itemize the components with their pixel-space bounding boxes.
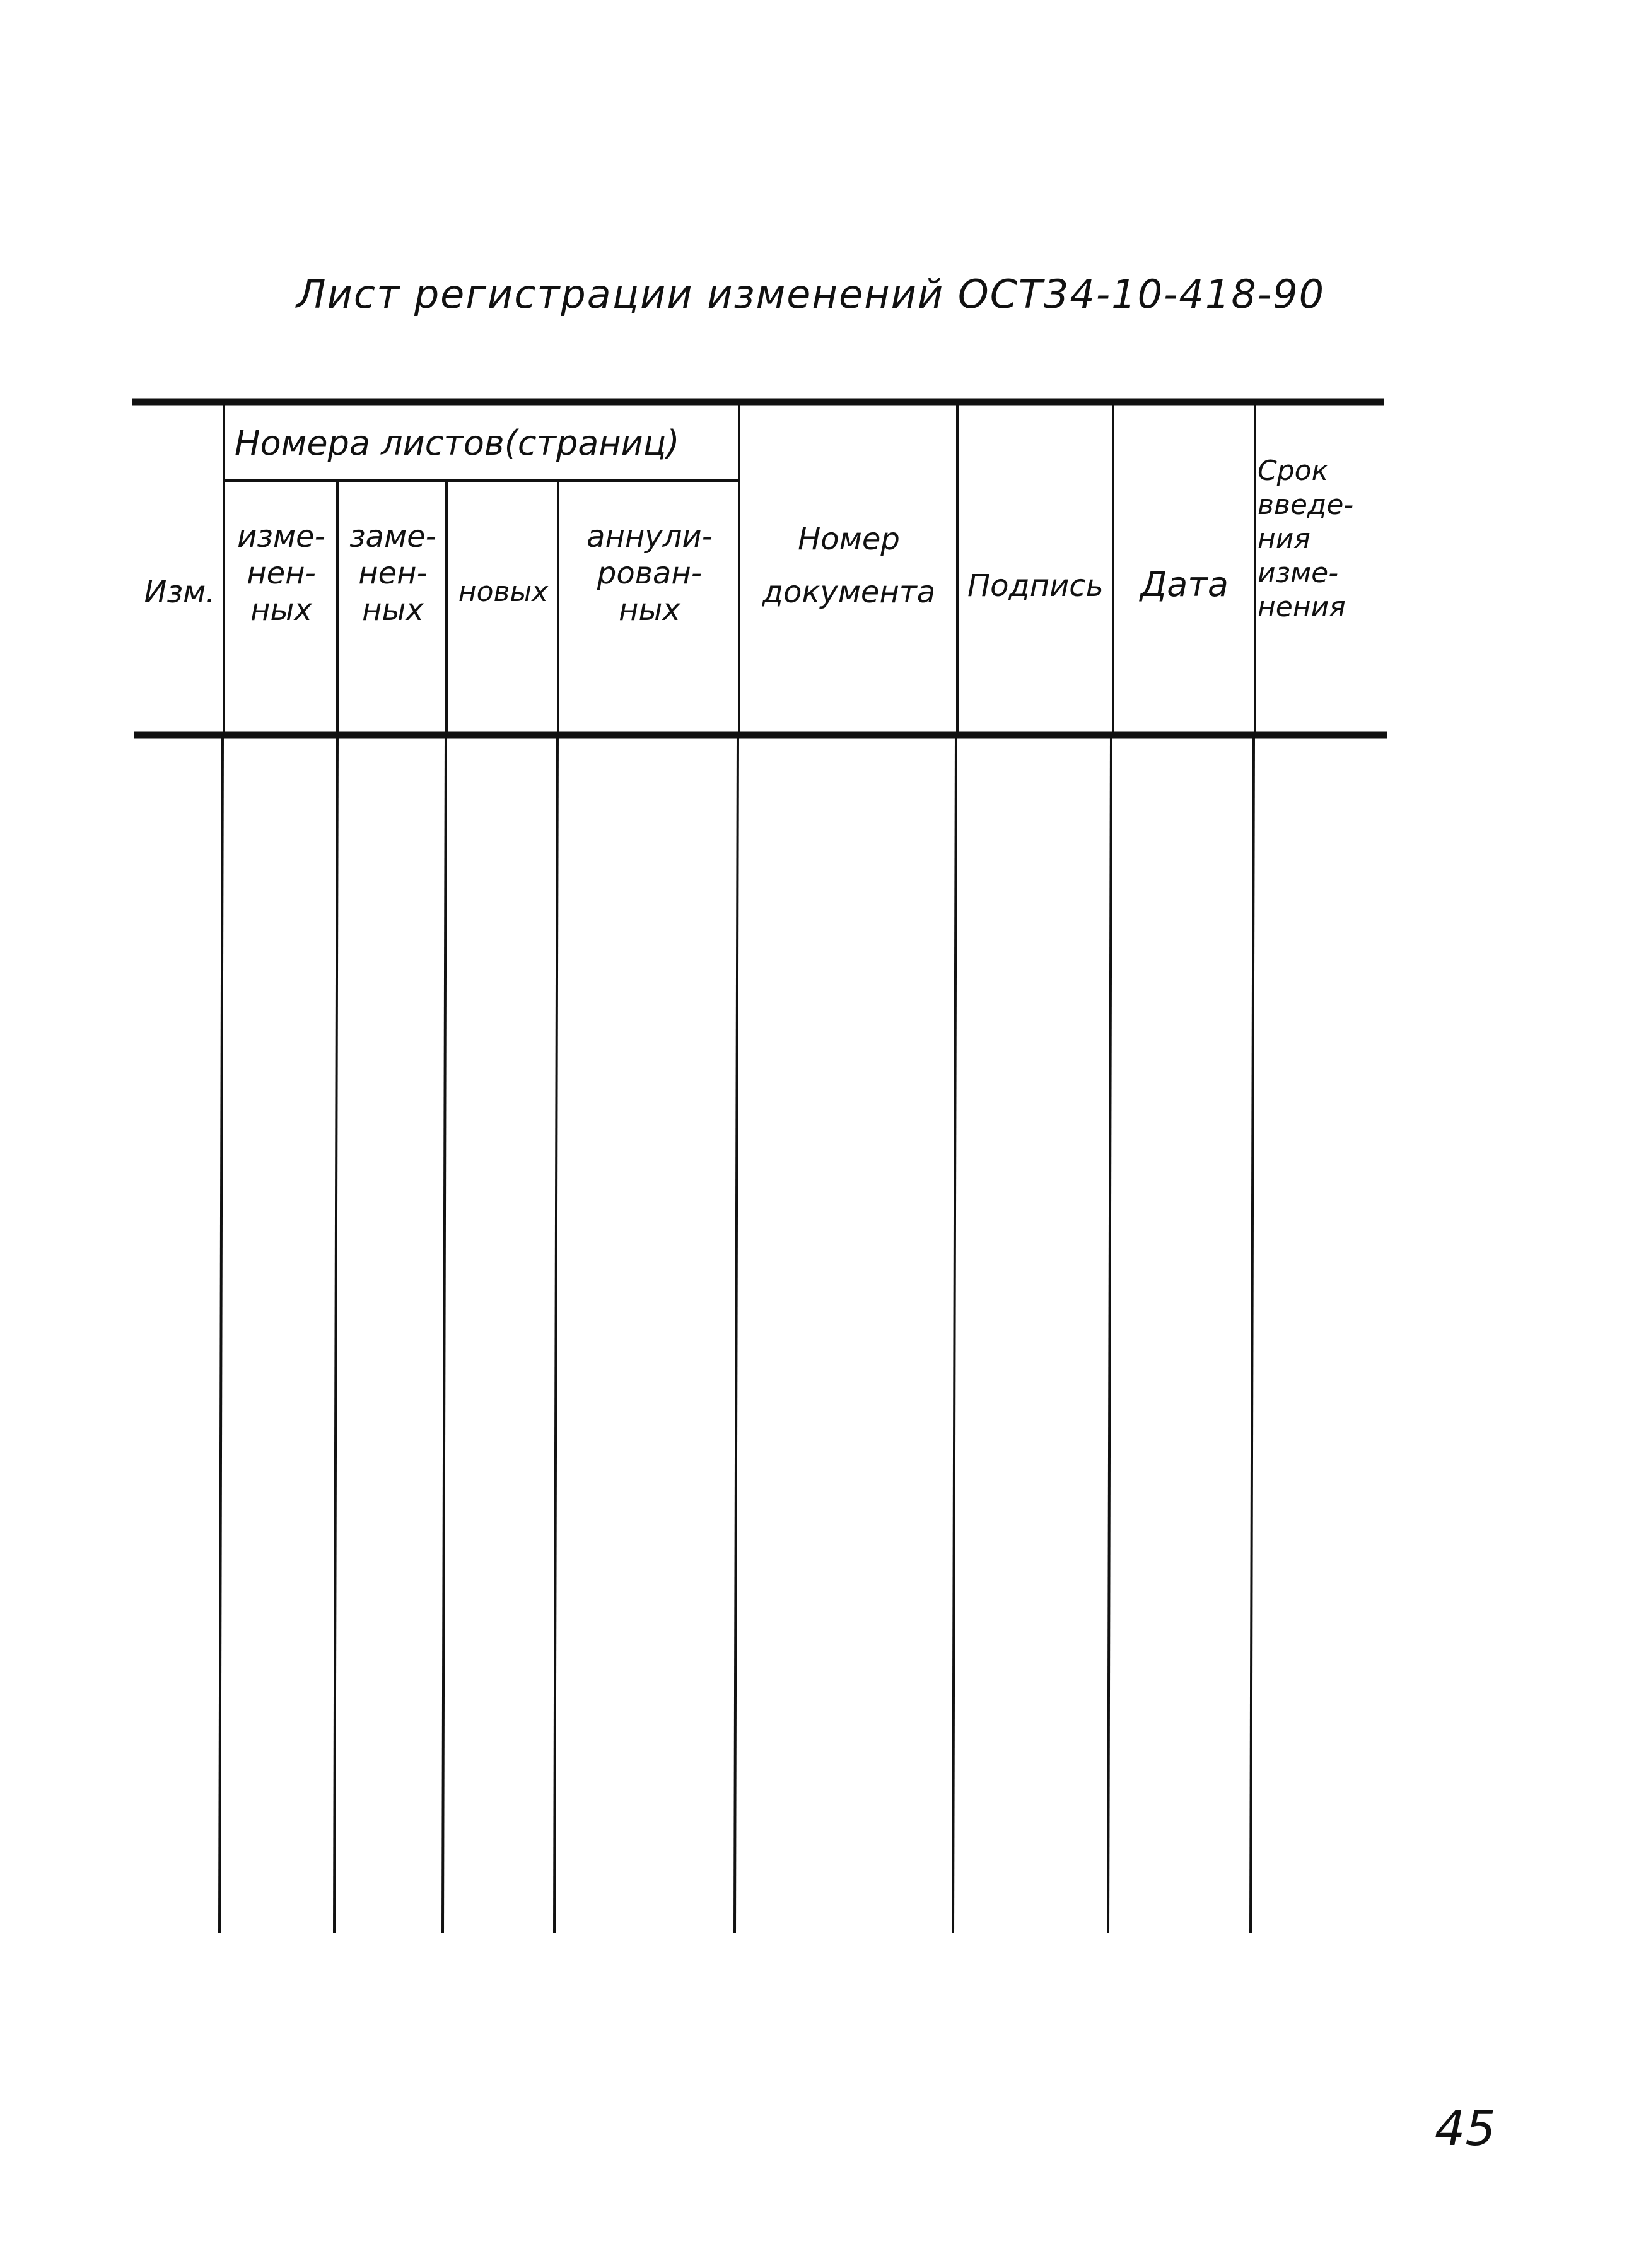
header-deadline-line3: ния <box>1258 523 1310 555</box>
header-doc-number-line2: документа <box>762 575 936 610</box>
header-new: новых <box>458 576 549 608</box>
header-changed <box>227 518 336 628</box>
header-annulled-line2: рован- <box>597 556 703 591</box>
page-number: 45 <box>1435 2100 1496 2156</box>
header-change: Изм. <box>144 575 216 610</box>
document-title: Лист регистрации изменений ОСТ34-10-418-90 <box>296 271 1326 317</box>
header-changed-line1: изме- <box>237 519 325 554</box>
vline-1-body <box>219 735 223 1933</box>
header-doc-number <box>742 521 956 611</box>
header-deadline <box>1258 454 1384 624</box>
header-group-sheet-numbers: Номера листов(страниц) <box>235 423 680 463</box>
vline-2-body <box>334 735 337 1933</box>
header-replaced-line2: нен- <box>358 556 428 591</box>
header-changed-line3: ных <box>250 592 312 628</box>
header-changed-line2: нен- <box>247 556 316 591</box>
header-replaced <box>341 518 445 628</box>
header-signature: Подпись <box>967 568 1104 604</box>
vline-7-body <box>1108 735 1111 1933</box>
header-annulled-line3: ных <box>619 592 680 628</box>
header-deadline-line2: введе- <box>1258 489 1354 521</box>
header-deadline-line5: нения <box>1258 591 1346 623</box>
header-deadline-line1: Срок <box>1258 455 1329 487</box>
header-doc-number-line1: Номер <box>798 522 900 557</box>
header-annulled-line1: аннули- <box>587 519 713 554</box>
vline-6-body <box>953 735 956 1933</box>
vline-4-body <box>554 735 557 1933</box>
header-annulled <box>561 518 738 628</box>
header-date: Дата <box>1140 564 1229 604</box>
header-replaced-line1: заме- <box>349 519 436 554</box>
header-replaced-line3: ных <box>362 592 424 628</box>
vline-3-body <box>443 735 446 1933</box>
header-deadline-line4: изме- <box>1258 557 1339 589</box>
vline-8-body <box>1251 735 1254 1933</box>
vline-5-body <box>735 735 738 1933</box>
